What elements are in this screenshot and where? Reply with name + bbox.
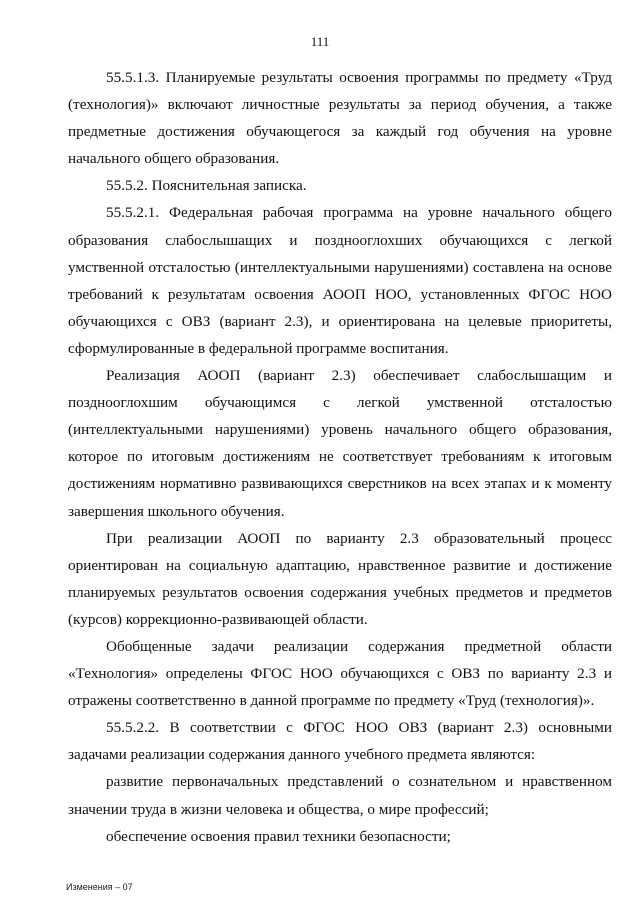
paragraph-process-orientation: При реализации АООП по варианту 2.3 образовательный процесс ориентирован на социальную адаптацию, нравственное развитие и достижение планируемых результатов освоения содержания учебных предметов и предметов (курсов) коррекционно-развивающей области.: [68, 529, 612, 628]
document-body: [68, 64, 612, 850]
paragraph-55-5-2-heading: 55.5.2. Пояснительная записка.: [106, 177, 307, 195]
paragraph-realization: Реализация АООП (вариант 2.3) обеспечивает слабослышащим и позднооглохшим обучающимся с легкой умственной отсталостью (интеллектуальными нарушениями) уровень начального общего образования, которое по итоговым достижениям не соответствует требованиям к итоговым достижениям нормативно развивающихся сверстников на всех этапах и к моменту завершения школьного обучения.: [68, 367, 612, 520]
paragraph-generalized-tasks: Обобщенные задачи реализации содержания предметной области «Технология» определены ФГОС НОО обучающихся с ОВЗ по варианту 2.3 и отражены соответственно в данной программе по предмету «Труд (технология)».: [68, 637, 612, 710]
paragraph-55-5-2-2: 55.5.2.2. В соответствии с ФГОС НОО ОВЗ (вариант 2.3) основными задачами реализации содержания данного учебного предмета являются:: [68, 719, 612, 764]
page-number: 111: [310, 34, 330, 49]
list-item-task-2: обеспечение освоения правил техники безопасности;: [106, 827, 451, 845]
paragraph-55-5-1-3: 55.5.1.3. Планируемые результаты освоения программы по предмету «Труд (технология)» включают личностные результаты за период обучения, а также предметные достижения обучающегося за каждый год обучения на уровне начального общего образования.: [68, 69, 612, 168]
footer-revision-note: Изменения – 07: [66, 882, 133, 892]
list-item-task-1: развитие первоначальных представлений о сознательном и нравственном значении труда в жизни человека и общества, о мире профессий;: [68, 773, 612, 818]
paragraph-55-5-2-1: 55.5.2.1. Федеральная рабочая программа на уровне начального общего образования слабослышащих и позднооглохших обучающихся с легкой умственной отсталостью (интеллектуальными нарушениями) составлена на основе требований к результатам освоения АООП НОО, установленных ФГОС НОО обучающихся с ОВЗ (вариант 2.3), и ориентирована на целевые приоритеты, сформулированные в федеральной программе воспитания.: [68, 204, 612, 357]
